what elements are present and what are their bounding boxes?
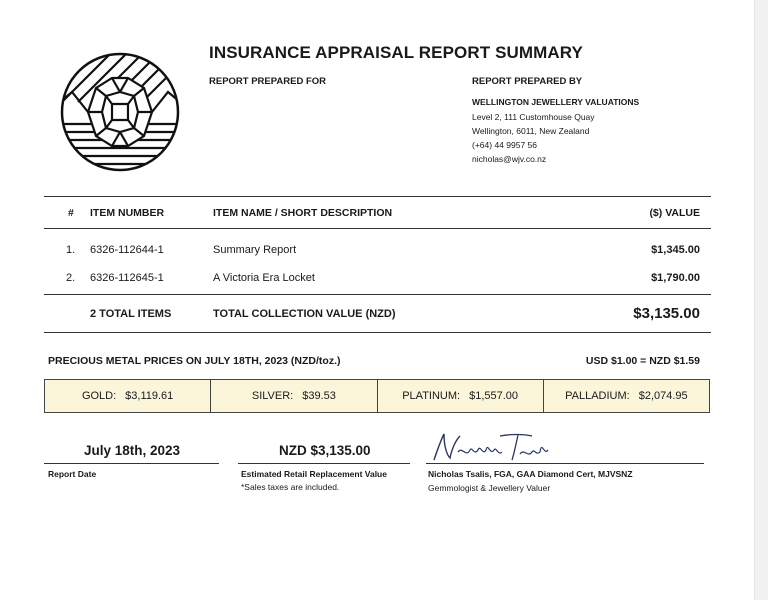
appraiser-title: Gemmologist & Jewellery Valuer (428, 483, 551, 493)
prepared-by-label: REPORT PREPARED BY (472, 76, 583, 87)
email-link[interactable]: nicholas@wjv.co.nz (472, 154, 547, 164)
tax-note: *Sales taxes are included. (241, 482, 340, 492)
row-description: A Victoria Era Locket (213, 272, 315, 284)
report-title: INSURANCE APPRAISAL REPORT SUMMARY (209, 43, 583, 62)
row-item-number: 6326-112645-1 (90, 272, 164, 284)
col-header-value: ($) VALUE (649, 207, 700, 219)
exchange-rate: USD $1.00 = NZD $1.59 (585, 355, 700, 367)
gem-logo-icon (60, 52, 180, 172)
underline (426, 463, 704, 464)
row-item-number: 6326-112644-1 (90, 244, 164, 256)
divider (44, 228, 711, 229)
address-line: Level 2, 111 Customhouse Quay (472, 112, 595, 122)
underline (238, 463, 410, 464)
metal-value: $2,074.95 (638, 390, 688, 402)
appraiser-name: Nicholas Tsalis, FGA, GAA Diamond Cert, MJVSNZ (428, 469, 633, 479)
underline (44, 463, 219, 464)
report-date-label: Report Date (48, 469, 97, 479)
replacement-value: NZD $3,135.00 (279, 443, 371, 458)
metal-label: GOLD: (81, 390, 117, 402)
col-header-item-number: ITEM NUMBER (90, 207, 165, 219)
address-line: Wellington, 6011, New Zealand (472, 126, 590, 136)
col-header-description: ITEM NAME / SHORT DESCRIPTION (213, 207, 393, 219)
metal-platinum (378, 380, 544, 412)
signature (428, 430, 553, 466)
metal-label: SILVER: (251, 390, 294, 402)
row-value: $1,790.00 (651, 272, 700, 284)
row-number: 1. (66, 244, 76, 256)
metal-label: PALLADIUM: (565, 390, 630, 402)
total-label: TOTAL COLLECTION VALUE (NZD) (213, 308, 396, 320)
divider (44, 332, 711, 333)
metal-prices-heading: PRECIOUS METAL PRICES ON JULY 18TH, 2023 (NZD/toz.) (48, 355, 341, 367)
total-value: $3,135.00 (633, 305, 700, 322)
metal-value: $1,557.00 (469, 390, 519, 402)
prepared-for-label: REPORT PREPARED FOR (209, 76, 327, 87)
metal-value: $3,119.61 (125, 390, 174, 402)
metal-value: $39.53 (302, 390, 336, 402)
metal-gold (45, 380, 211, 412)
row-description: Summary Report (213, 244, 297, 256)
row-number: 2. (66, 272, 76, 284)
metal-palladium (544, 380, 709, 412)
divider (44, 196, 711, 197)
metal-prices-bar (44, 379, 710, 413)
metal-label: PLATINUM: (402, 390, 461, 402)
divider (44, 294, 711, 295)
total-items: 2 TOTAL ITEMS (90, 308, 172, 320)
metal-silver (211, 380, 377, 412)
company-name: WELLINGTON JEWELLERY VALUATIONS (472, 97, 640, 107)
scrollbar[interactable] (754, 0, 768, 600)
col-header-number: # (68, 207, 74, 219)
report-date-value: July 18th, 2023 (84, 443, 181, 458)
row-value: $1,345.00 (651, 244, 700, 256)
phone: (+64) 44 9957 56 (472, 140, 537, 150)
replacement-value-label: Estimated Retail Replacement Value (241, 469, 387, 479)
